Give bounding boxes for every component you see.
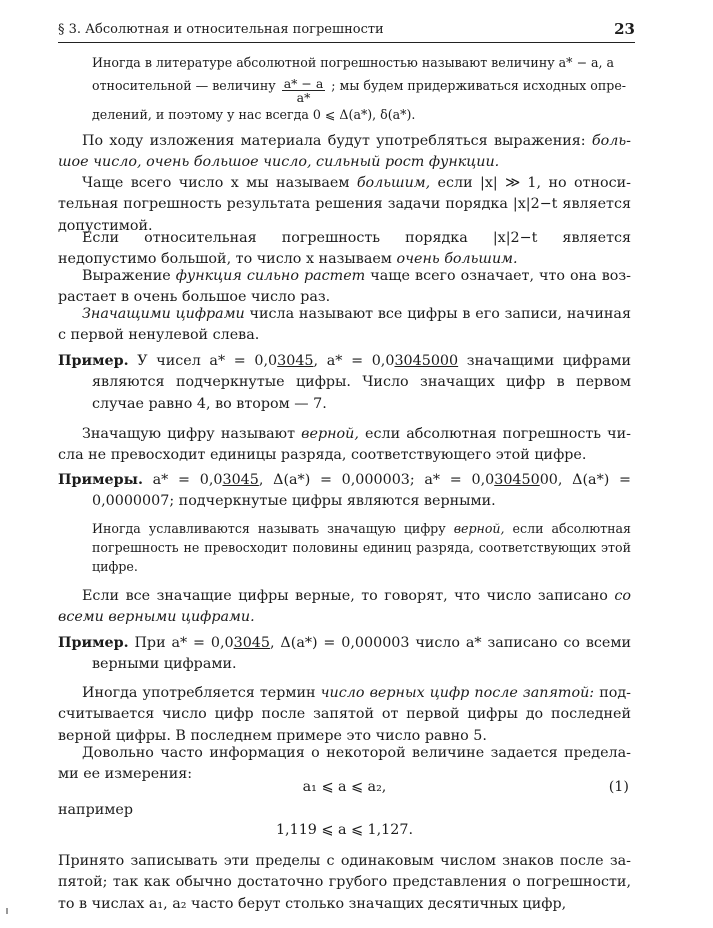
footnote-line-1: Иногда в литературе абсолютной погрешностью называют величину a* − a, а [92,55,615,70]
example-all-correct: Пример. При a* = 0,03045, Δ(a*) = 0,000003 число a* записано со всеми верными цифрами. [58,635,632,673]
relative-error-fraction: $\frac{a* - a}{a*}$ [283,76,324,105]
footnote-line-2: относительной — величину $\frac{a* - a}{a*}$ ; мы будем придерживаться исходных опре- [92,76,627,105]
paragraph-digits-after-comma: Иногда употребляется термин число верных цифр после запятой: подсчитывается число цифр после запятой от первой цифры до последней верной цифры. В последнем примере это число равно 5. [58,685,632,744]
scan-mark [6,908,8,914]
formula-2: 1,119 ⩽ a ⩽ 1,127. [275,822,414,838]
paragraph-significant-digits: Значащими цифрами числа называют все цифры в его записи, начиная с первой ненулевой слева. [58,306,631,344]
formula-1: a₁ ⩽ a ⩽ a₂, [302,779,387,795]
paragraph-for-example: например [58,802,133,818]
examples-correct-digits: Примеры. a* = 0,03045, Δ(a*) = 0,000003; a* = 0,03045000, Δ(a*) = 0,0000007; подчеркнутые цифры являются верными. [58,472,631,510]
paragraph-measurement-limits: Довольно часто информация о некоторой величине задается пределами ее измерения: [58,745,631,783]
footnote-definitions [92,52,631,125]
paragraph-correct-digit: Значащую цифру называют верной, если абсолютная погрешность числа не превосходит единицы разряда, соответствующего этой цифре. [58,426,631,464]
paragraph-large-number: Чаще всего число x мы называем большим, если |x| ≫ 1, но относительная погрешность результата решения задачи порядка |x|2−t является допустимой. [58,175,631,234]
paragraph-expressions: По ходу изложения материала будут употребляться выражения: большое число, очень большое число, сильный рост функции. [58,133,631,171]
running-head [58,20,635,43]
paragraph-equal-decimals: Принято записывать эти пределы с одинаковым числом знаков после запятой; так как обычно достаточно грубого представления о погрешности, то в числах a₁, a₂ часто берут столько значащих десятичных цифр, [58,853,631,912]
paragraph-grows-strongly: Выражение функция сильно растет чаще всего означает, что она возрастает в очень большое число раз. [58,268,632,306]
page-number: 23 [614,20,635,38]
example-significant-digits: Пример. У чисел a* = 0,03045, a* = 0,03045000 значащими цифрами являются подчеркнутые цифры. Число значащих цифр в первом случае равно 4, во втором — 7. [58,353,631,412]
paragraph-all-correct: Если все значащие цифры верные, то говорят, что число записано со всеми верными цифрами. [58,588,631,626]
footnote-line-3: делений, и поэтому у нас всегда 0 ⩽ Δ(a*), δ(a*). [92,107,416,122]
paragraph-very-large-number: Если относительная погрешность порядка |x|2−t является недопустимо большой, то число x называем очень большим. [58,230,631,268]
equation-number-1: (1) [608,779,629,795]
note-half-unit: Иногда уславливаются называть значащую цифру верной, если абсолютная погрешность не превосходит половины единиц разряда, соответствующих этой цифре. [92,521,631,574]
section-title: § 3. Абсолютная и относительная погрешности [58,22,384,37]
